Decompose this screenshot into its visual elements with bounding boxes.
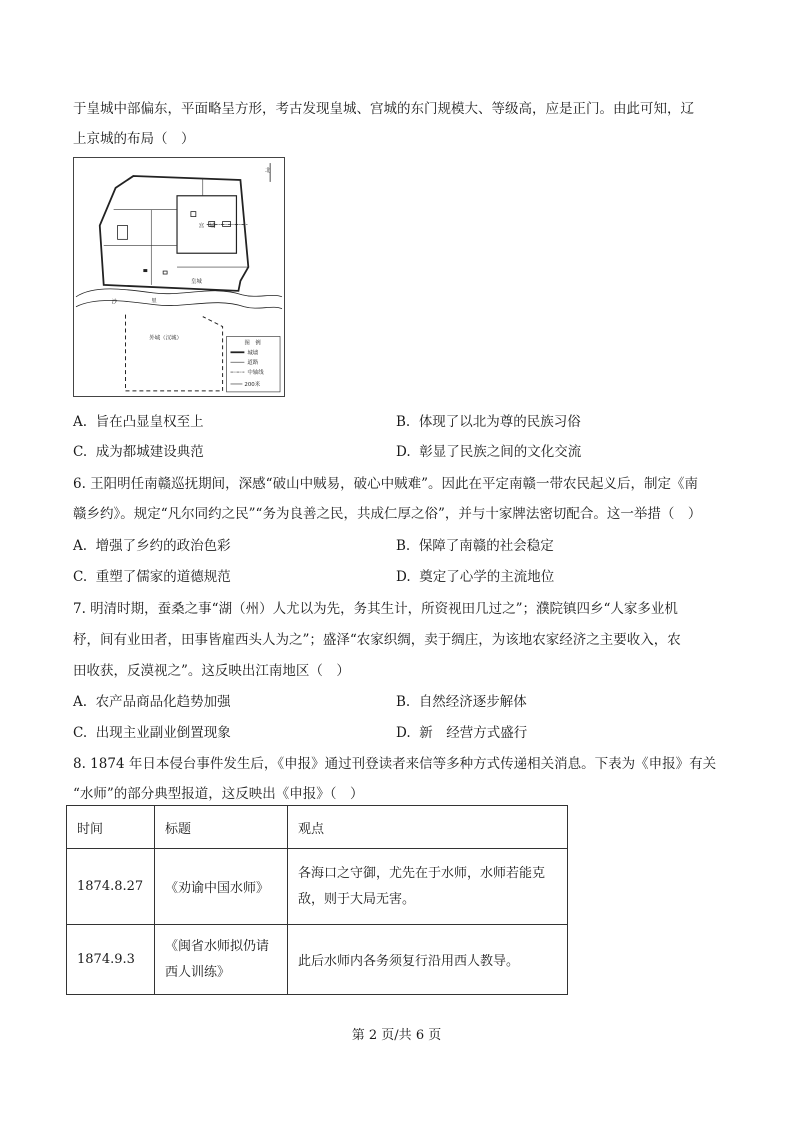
legend-scale: 200米 [244,381,261,388]
legend-road: 道路 [247,360,259,367]
q5-options-row-2 [73,440,723,460]
q5-stem-line-2: 上京城的布局（ ） [73,131,195,147]
q7-option-d[interactable]: D. 新 经营方式盛行 [396,725,528,741]
legend-title: 图 例 [244,340,261,347]
north-label: 北 [265,168,271,174]
q6-option-c[interactable]: C. 重塑了儒家的道德规范 [73,569,231,585]
imperial-city-wall [100,176,249,291]
outer-city-label: 外城（汉城） [149,335,182,342]
table-header-date: 时间 [67,806,155,849]
table-cell-title: 《闽省水师拟仍请 西人训练》 [155,925,288,995]
q6-option-d[interactable]: D. 奠定了心学的主流地位 [396,569,555,585]
q5-option-a[interactable]: A. 旨在凸显皇权至上 [73,414,204,430]
q7-option-c[interactable]: C. 出现主业副业倒置现象 [73,725,231,741]
q7-options-row-1 [73,690,723,710]
q7-stem-line-1: 7. 明清时期，蚕桑之事“湖（州）人尤以为先，务其生计，所资视田几过之”；濮院镇四乡“人家多业机 [73,601,678,617]
table-row [67,925,568,995]
page-footer: 第 2 页/共 6 页 [351,1028,442,1043]
q5-stem-line-1: 于皇城中部偏东，平面略呈方形，考古发现皇城、宫城的东门规模大、等级高，应是正门。由此可知，辽 [73,101,694,117]
q5-options-row-1 [73,410,723,430]
legend-wall: 城墙 [247,350,259,357]
q5-option-d[interactable]: D. 彰显了民族之间的文化交流 [396,444,582,460]
river-label-li: 里 [151,298,157,305]
river-label-sha: 沙 [111,299,118,306]
q5-option-b[interactable]: B. 体现了以北为尊的民族习俗 [396,414,581,430]
river-bank [76,289,282,297]
shenbao-report-table [66,805,568,995]
table-cell-view: 此后水师内各务须复行沿用西人教导。 [288,925,568,995]
legend-axis: 中轴线 [247,370,264,377]
q7-stem-line-3: 田收获，反漠视之”。这反映出江南地区（ ） [73,663,350,679]
q7-option-a[interactable]: A. 农产品商品化趋势加强 [73,694,231,710]
q5-option-c[interactable]: C. 成为都城建设典范 [73,444,204,460]
table-cell-date: 1874.9.3 [67,925,155,995]
outer-city-wall [126,315,223,391]
table-cell-title: 《劝谕中国水师》 [155,849,288,925]
river-bank [76,301,282,309]
liao-shangjing-map [73,157,285,397]
table-header-title: 标题 [155,806,288,849]
table-header-row [67,806,568,849]
q6-option-a[interactable]: A. 增强了乡约的政治色彩 [73,538,231,554]
q6-stem-line-1: 6. 王阳明任南赣巡抚期间，深感“破山中贼易，破心中贼难”。因此在平定南赣一带农民起义后，制定《南 [73,476,698,492]
q7-stem-line-2: 杼，间有业田者，田事皆雇西头人为之”；盛泽“农家织绸，卖于绸庄，为该地农家经济之主要收入，农 [73,632,681,648]
q6-option-b[interactable]: B. 保障了南赣的社会稳定 [396,538,554,554]
imperial-city-label: 皇城 [190,278,202,285]
q6-options-row-1 [73,534,723,554]
q6-options-row-2 [73,565,723,585]
table-row [67,849,568,925]
q8-stem-line-1: 8. 1874 年日本侵台事件发生后，《申报》通过刊登读者来信等多种方式传递相关消息。下表为《申报》有关 [73,756,717,772]
q7-options-row-2 [73,721,723,741]
q7-option-b[interactable]: B. 自然经济逐步解体 [396,694,527,710]
q8-stem-line-2: “水师”的部分典型报道，这反映出《申报》（ ） [73,786,364,802]
q6-stem-line-2: 赣乡约》。规定“凡尔同约之民”“务为良善之民，共成仁厚之俗”，并与十家牌法密切配合。这一举措（ ） [73,506,702,522]
table-cell-date: 1874.8.27 [67,849,155,925]
table-cell-view: 各海口之守御，尤先在于水师，水师若能克 敌，则于大局无害。 [288,849,568,925]
palace-city-label: 宫 城 [198,223,216,230]
table-header-view: 观点 [288,806,568,849]
